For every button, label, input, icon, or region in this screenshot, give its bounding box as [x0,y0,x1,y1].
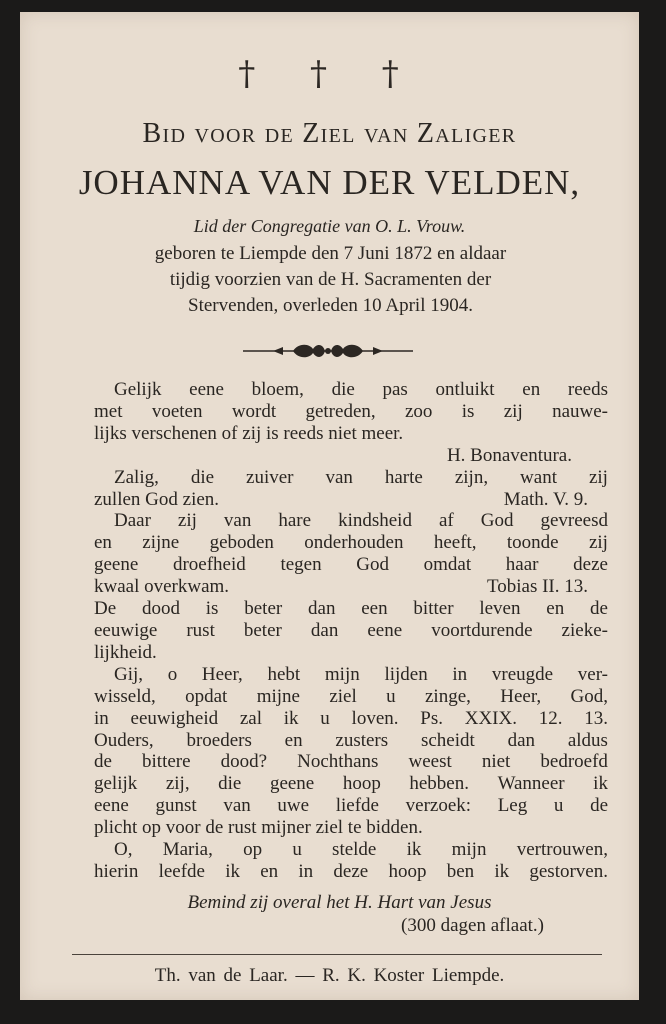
word: XXIX. [464,707,517,729]
word: ben [446,860,475,882]
word: Wanneer [497,773,565,795]
word: voortdurende [431,619,533,641]
word: u [292,839,302,861]
word: bedroefd [540,751,608,773]
body-line [94,730,608,752]
word: zoo [404,400,433,422]
closing-line: Bemind zij overal het H. Hart van Jesus [187,892,492,913]
word: vreugde [491,663,554,685]
word: ik [593,773,608,795]
word: gunst [155,795,197,817]
word: o [167,663,178,685]
word: aldus [567,729,608,751]
word: ik [406,839,422,861]
word: zijne [142,532,180,554]
word: Daar [114,510,151,532]
body-line [94,510,608,532]
crosses-icon: † † † [238,54,421,94]
deceased-name: JOHANNA VAN DER VELDEN, [78,163,581,202]
word: de [590,598,608,620]
footer-divider [72,954,602,955]
word: en [260,860,279,882]
word: ver- [577,663,608,685]
word: bitter [413,598,454,620]
word: opdat [185,685,228,707]
word: van [325,466,353,488]
body-line [94,379,608,401]
word: weest [408,751,452,773]
word: deze [573,554,608,576]
word: dan [308,598,336,620]
body-line [94,598,608,620]
body-line: plicht op voor de rust mijner ziel te bidden. [94,817,423,839]
word: zij [588,532,608,554]
body-line [94,532,608,554]
word: beter [244,598,283,620]
word: wordt [231,400,277,422]
word: zusters [335,729,389,751]
word: Heer, [500,685,542,707]
word: niet [481,751,511,773]
indulgence-note: (300 dagen aflaat.) [401,915,544,936]
word: De [94,598,117,620]
word: want [520,466,557,488]
body-line [94,686,608,708]
word: in [452,663,468,685]
word: kindsheid [338,510,412,532]
word: mijn [451,839,487,861]
word: beter [243,619,282,641]
body-line [94,751,608,773]
body-line-text: zullen God zien. [94,488,220,510]
word: voeten [151,400,203,422]
word: ontluikt [435,379,495,400]
word: eene [367,619,403,641]
body-line [94,861,608,883]
word: die [190,466,215,488]
word: droefheid [172,554,246,576]
word: u [386,685,396,707]
word: Leg [497,795,528,817]
word: mijn [324,663,360,685]
word: scheidt [420,729,475,751]
word: loven. [351,707,399,729]
body-line [94,708,608,730]
word: en [94,532,112,554]
word: 12. [538,707,563,729]
word: Heer, [201,663,243,685]
word: bloem, [251,379,304,400]
prayer-heading: Bid voor de Ziel van Zaliger [142,118,517,149]
word: van [223,510,252,532]
word: onderhouden [304,532,404,554]
word: in [94,707,109,729]
word: eeuwige [94,619,158,641]
word: gestorven. [529,860,608,882]
body-line [94,773,608,795]
word: in [298,860,314,882]
body-line [94,554,608,576]
word: rust [186,619,215,641]
body-line-text: kwaal overkwam. [94,576,230,598]
word: van [223,795,251,817]
word: ik [494,860,510,882]
word: Gelijk [114,379,162,400]
word: de [590,795,608,817]
word: die [331,379,355,400]
word: en [522,379,541,400]
congregation-line: Lid der Congregatie van O. L. Vrouw. [193,216,466,236]
body-line [94,576,608,598]
word: God [480,510,514,532]
word: getreden, [305,400,376,422]
word: leefde [158,860,205,882]
word: broeders [186,729,252,751]
word: met [94,400,123,422]
word: hebben. [409,773,469,795]
word: mijne [256,685,300,707]
word: stelde [332,839,377,861]
word: liefde [335,795,379,817]
word: vertrouwen, [516,839,608,861]
word: zal [239,707,263,729]
body-line [94,620,608,642]
word: af [438,510,454,532]
word: dan [310,619,339,641]
ornament-divider-icon [243,340,413,362]
body-line [94,795,608,817]
word: harte [384,466,423,488]
word: heeft, [433,532,477,554]
word: en [284,729,303,751]
word: hare [278,510,312,532]
word: Gij, [114,663,144,685]
word: omdat [423,554,472,576]
word: uwe [277,795,310,817]
word: leven [479,598,521,620]
word: geene [94,554,139,576]
word: zinge, [424,685,471,707]
word: eene [189,379,224,400]
word: eene [94,795,129,817]
word: ik [283,707,299,729]
word: dan [507,729,536,751]
word: hoop [388,860,427,882]
printer-footer: Th. van de Laar. — R. K. Koster Liempde. [154,965,505,986]
word: zij [177,510,197,532]
word: de [94,751,112,773]
word: gelijk [94,773,138,795]
body-text [94,379,608,883]
word: en [546,598,565,620]
bio-line: tijdig voorzien van de H. Sacramenten der [169,269,492,290]
word: 13. [584,707,608,729]
word: een [361,598,388,620]
bio-line: geboren te Liempde den 7 Juni 1872 en aldaar [154,243,507,264]
word: u [320,707,330,729]
body-line: lijkheid. [94,641,157,663]
word: tegen [280,554,322,576]
word: hebt [267,663,301,685]
word: toonde [506,532,559,554]
word: op [243,839,263,861]
word: geboden [209,532,274,554]
word: zij, [165,773,190,795]
word: reeds [567,379,608,400]
word: lijden [384,663,428,685]
word: hoop [342,773,381,795]
word: die [218,773,242,795]
word: ik [225,860,240,882]
body-line [94,489,608,511]
word: zijn, [454,466,489,488]
word: dood [141,598,180,620]
body-line [94,839,608,861]
body-line [94,467,608,489]
word: bittere [142,751,191,773]
word: Maria, [162,839,213,861]
citation: Tobias II. 13. [486,576,588,598]
word: u [553,795,564,817]
bio-line: Stervenden, overleden 10 April 1904. [188,295,473,316]
body-line: H. Bonaventura. [446,444,572,466]
word: Ps. [420,707,443,729]
word: wisseld, [94,685,156,707]
word: O, [114,839,133,861]
word: God, [570,685,608,707]
word: Ouders, [94,729,154,751]
word: zuiver [246,466,294,488]
word: deze [333,860,369,882]
body-line [94,664,608,686]
word: dood? [220,751,268,773]
word: Nochthans [297,751,379,773]
memorial-card [20,12,639,1000]
body-line: lijks verschenen of zij is reeds niet meer. [94,422,404,444]
citation: Math. V. 9. [503,488,588,510]
word: is [461,400,475,422]
word: God [356,554,389,576]
body-line [94,401,608,423]
word: haar [505,554,539,576]
word: zieke- [561,619,608,641]
word: gevreesd [540,510,608,532]
word: pas [382,379,408,400]
word: Zalig, [114,466,159,488]
word: verzoek: [405,795,472,817]
word: hierin [94,860,139,882]
word: nauwe- [552,400,608,422]
word: zij [503,400,523,422]
word: eeuwigheid [130,707,219,729]
word: ziel [329,685,357,707]
word: zij [588,466,608,488]
word: geene [269,773,315,795]
word: is [205,598,219,620]
